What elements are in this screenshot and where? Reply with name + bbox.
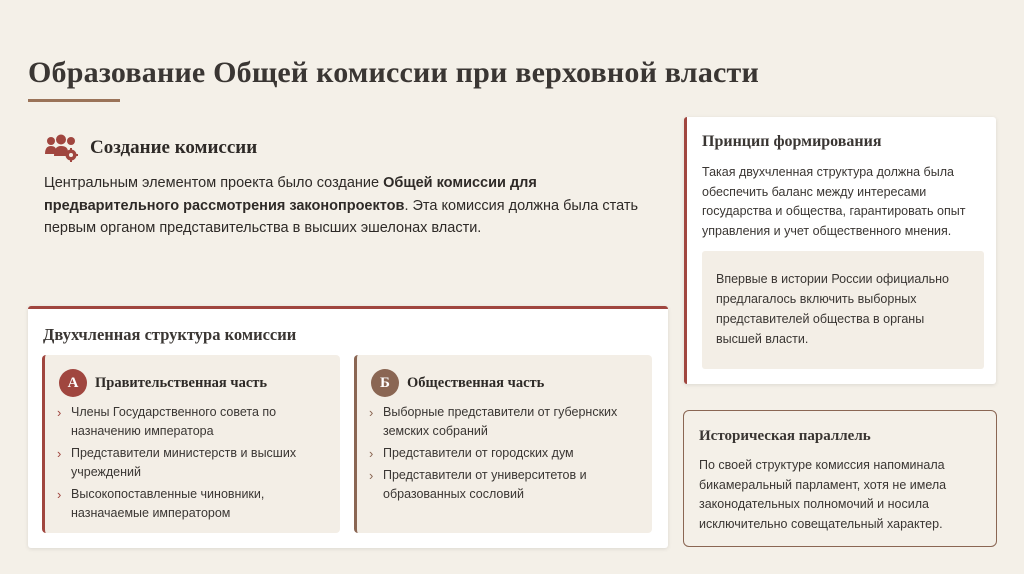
list-item	[369, 444, 645, 463]
list-item-text: Высокопоставленные чиновники, назначаемые императором	[71, 487, 265, 520]
creation-text-before: Центральным элементом проекта было создание	[44, 175, 384, 191]
creation-paragraph	[44, 172, 644, 240]
chevron-right-icon: ›	[369, 446, 374, 461]
list-item	[57, 444, 333, 482]
chevron-right-icon: ›	[369, 405, 374, 420]
part-title: Общественная часть	[407, 374, 545, 391]
parallel-card	[683, 410, 997, 547]
public-part-panel	[354, 355, 652, 533]
chevron-right-icon: ›	[57, 405, 62, 420]
part-title: Правительственная часть	[95, 374, 268, 391]
list-item	[57, 403, 333, 441]
creation-header	[44, 134, 257, 162]
government-part-list	[57, 403, 333, 526]
structure-card	[28, 306, 668, 548]
public-part-list	[369, 403, 645, 507]
creation-text-bold: Общей комиссии для предварительного рассмотрения законопроектов	[44, 175, 537, 214]
list-item-text: Представители министерств и высших учреждений	[71, 446, 297, 479]
principle-card	[684, 117, 996, 384]
parallel-text: По своей структуре комиссия напоминала бикамеральный парламент, хотя не имела законодательных полномочий и носила исключительно совещательный характер.	[699, 458, 947, 531]
public-part-header	[371, 369, 544, 397]
government-part-header	[59, 369, 267, 397]
government-part-panel	[42, 355, 340, 533]
list-item-text: Представители от университетов и образованных сословий	[383, 468, 587, 501]
list-item	[369, 403, 645, 441]
part-badge: А	[59, 369, 87, 397]
principle-text: Такая двухчленная структура должна была обеспечить баланс между интересами государства и общества, гарантировать опыт управления и учет общественного мнения.	[702, 165, 966, 238]
creation-text-after: . Эта комиссия должна была стать первым органом представительства в высших эшелонах власти.	[44, 197, 639, 236]
list-item-text: Представители от городских дум	[383, 446, 574, 460]
users-gear-icon	[44, 134, 78, 162]
creation-title: Создание комиссии	[90, 137, 258, 158]
title-underline	[28, 99, 120, 102]
page-title: Образование Общей комиссии при верховной власти	[28, 56, 759, 89]
principle-note: Впервые в истории России официально предлагалось включить выборных представителей общества в органы высшей власти.	[702, 251, 984, 369]
chevron-right-icon: ›	[369, 468, 374, 483]
parallel-title: Историческая параллель	[699, 428, 871, 444]
list-item	[369, 466, 645, 504]
part-badge: Б	[371, 369, 399, 397]
list-item-text: Члены Государственного совета по назначению императора	[71, 405, 277, 438]
list-item	[57, 485, 333, 523]
structure-title: Двухчленная структура комиссии	[43, 325, 297, 344]
principle-title: Принцип формирования	[702, 133, 882, 150]
chevron-right-icon: ›	[57, 446, 62, 461]
list-item-text: Выборные представители от губернских земских собраний	[383, 405, 618, 438]
chevron-right-icon: ›	[57, 487, 62, 502]
